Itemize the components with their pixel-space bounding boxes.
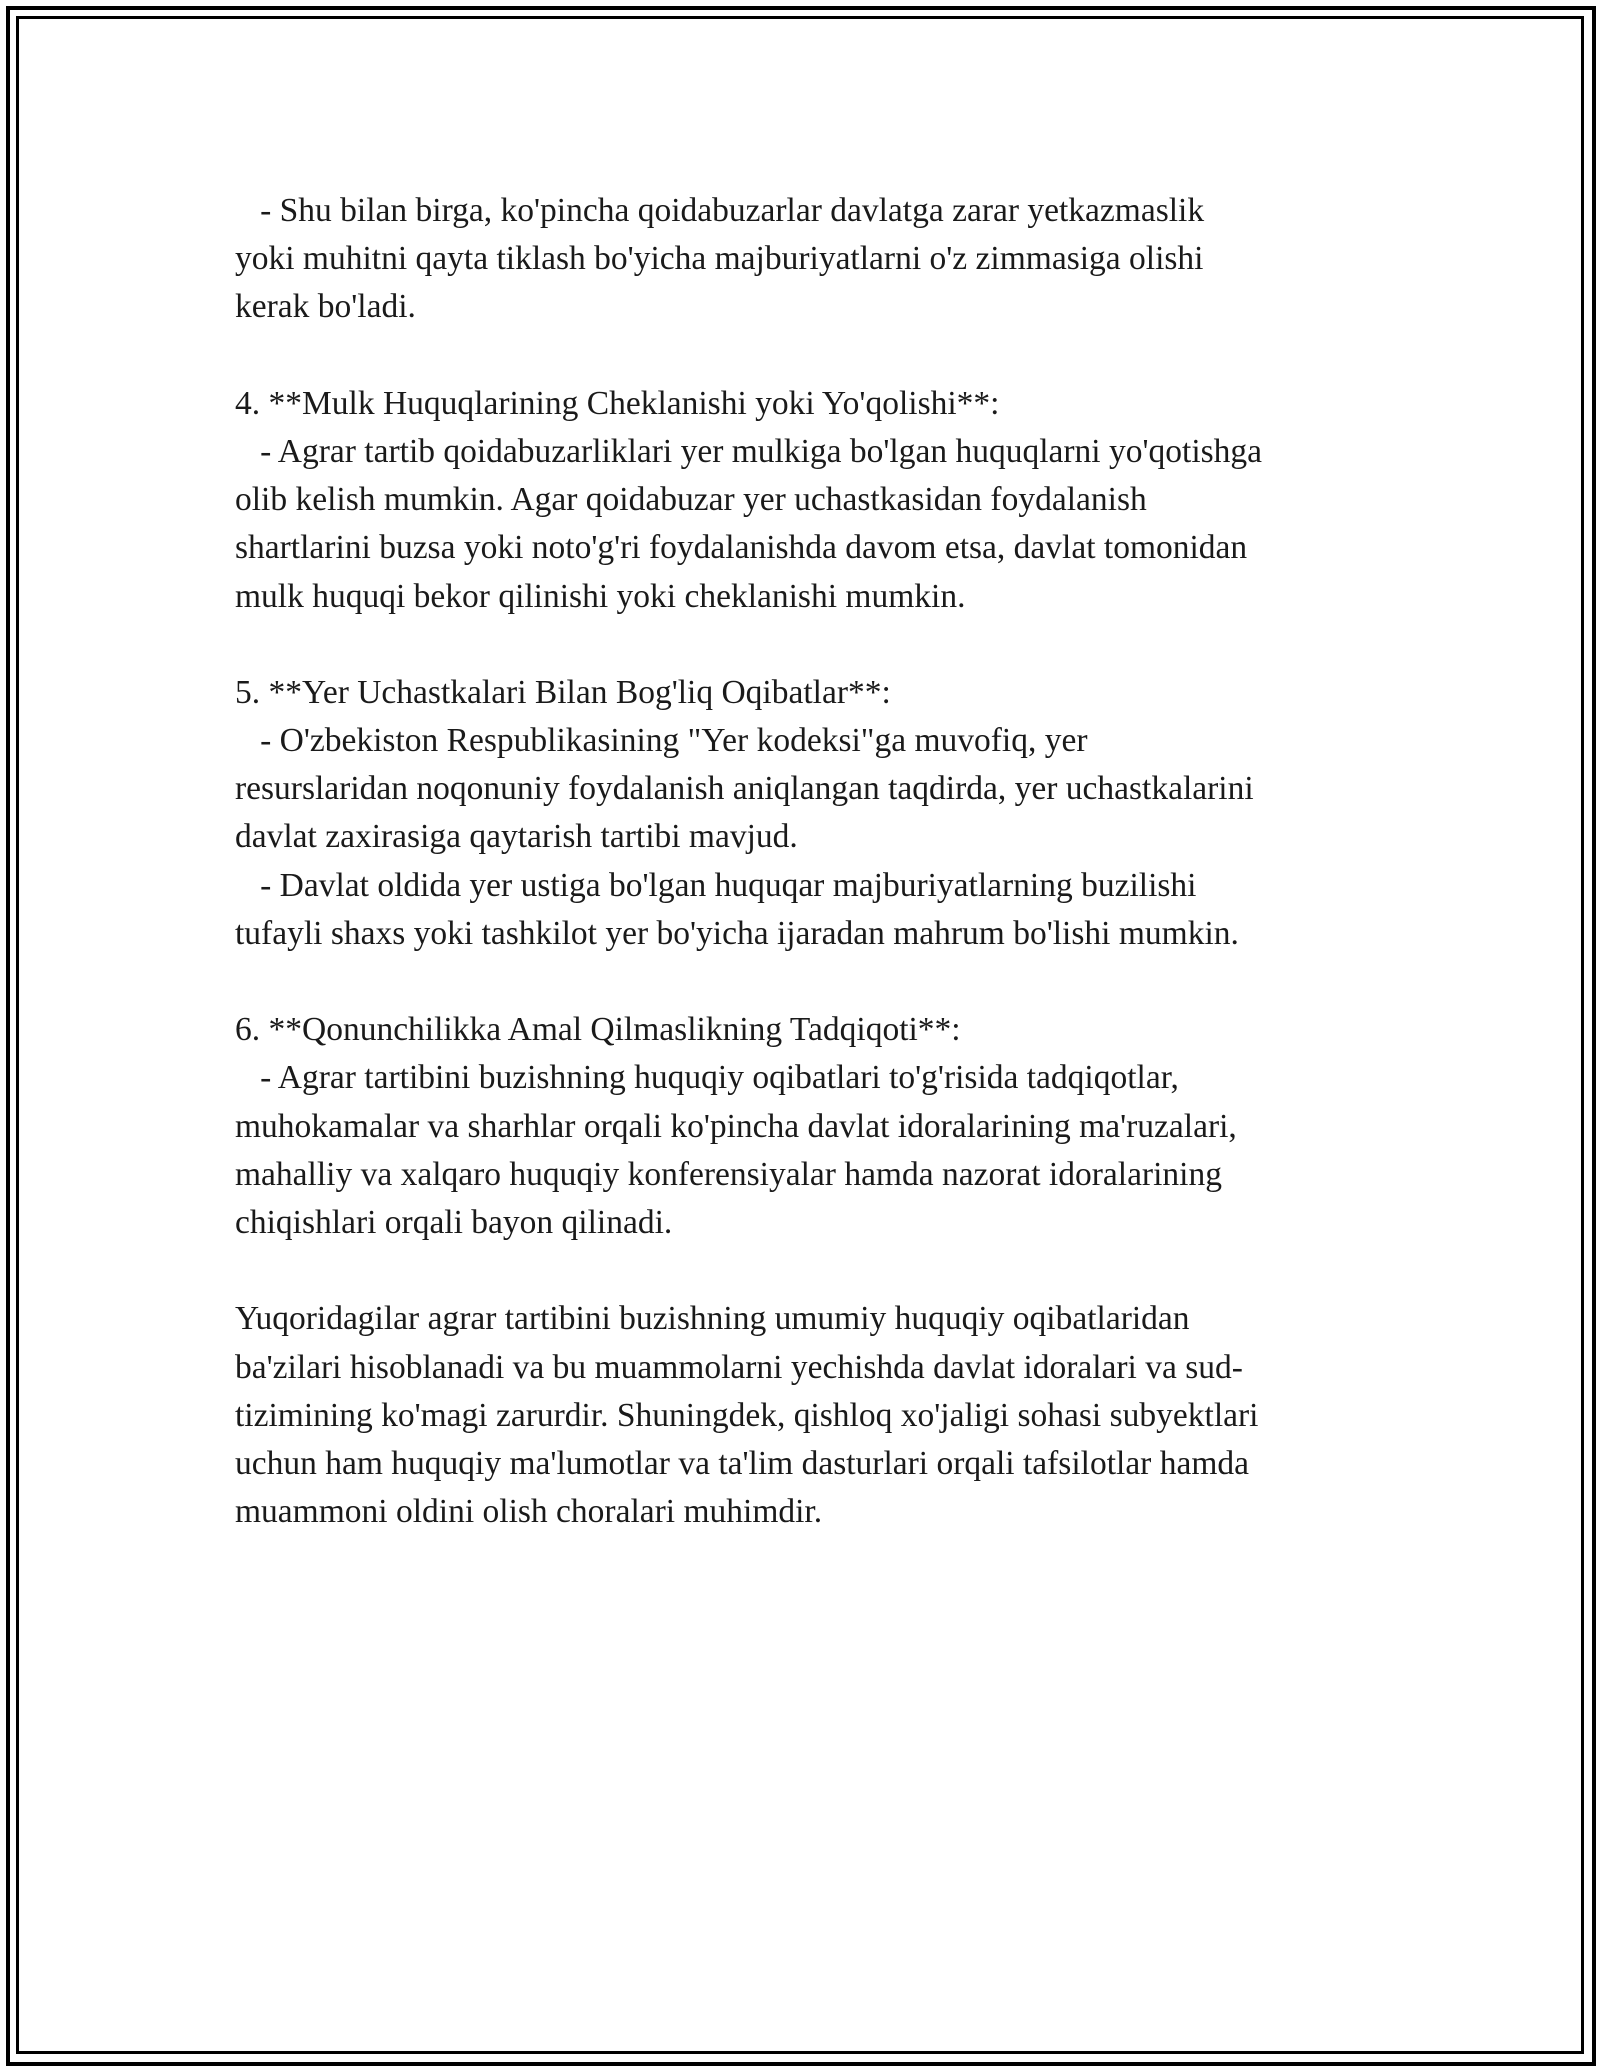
text-line: uchun ham huquqiy ma'lumotlar va ta'lim dasturlari orqali tafsilotlar hamda: [235, 1444, 1250, 1482]
text-line: resurslaridan noqonuniy foydalanish aniqlangan taqdirda, yer uchastkalarini: [235, 770, 1254, 808]
paragraph-spacer: [235, 332, 1395, 380]
text-line: mulk huquqi bekor qilinishi yoki cheklanishi mumkin.: [235, 577, 966, 615]
section-heading: 5. **Yer Uchastkalari Bilan Bog'liq Oqibatlar**:: [235, 673, 891, 711]
text-line: tufayli shaxs yoki tashkilot yer bo'yicha ijaradan mahrum bo'lishi mumkin.: [235, 914, 1239, 952]
text-line: tizimining ko'magi zarurdir. Shuningdek, qishloq xo'jaligi sohasi subyektlari: [235, 1396, 1259, 1434]
paragraph-spacer: [235, 621, 1395, 669]
section-5: [235, 669, 1395, 958]
section-4: [235, 380, 1395, 621]
text-line: ba'zilari hisoblanadi va bu muammolarni yechishda davlat idoralari va sud-: [235, 1348, 1243, 1386]
text-line: mahalliy va xalqaro huquqiy konferensiyalar hamda nazorat idoralarining: [235, 1155, 1222, 1193]
text-line: - Davlat oldida yer ustiga bo'lgan huquqar majburiyatlarning buzilishi: [235, 866, 1197, 904]
paragraph-spacer: [235, 958, 1395, 1006]
paragraph-spacer: [235, 1247, 1395, 1295]
section-heading: 4. **Mulk Huquqlarining Cheklanishi yoki Yo'qolishi**:: [235, 384, 1000, 422]
text-line: kerak bo'ladi.: [235, 288, 416, 326]
paragraph-continuation: [235, 187, 1395, 332]
text-line: davlat zaxirasiga qaytarish tartibi mavjud.: [235, 818, 798, 856]
text-line: muammoni oldini olish choralari muhimdir.: [235, 1493, 823, 1531]
text-line: chiqishlari orqali bayon qilinadi.: [235, 1203, 673, 1241]
text-line: shartlarini buzsa yoki noto'g'ri foydalanishda davom etsa, davlat tomonidan: [235, 529, 1248, 567]
text-line: olib kelish mumkin. Agar qoidabuzar yer uchastkasidan foydalanish: [235, 481, 1147, 519]
section-heading: 6. **Qonunchilikka Amal Qilmaslikning Tadqiqoti**:: [235, 1011, 961, 1049]
section-6: [235, 1006, 1395, 1247]
text-line: - O'zbekiston Respublikasining "Yer kodeksi"ga muvofiq, yer: [235, 722, 1088, 760]
text-line: - Shu bilan birga, ko'pincha qoidabuzarlar davlatga zarar yetkazmaslik: [235, 192, 1205, 229]
text-line: - Agrar tartib qoidabuzarliklari yer mulkiga bo'lgan huquqlarni yo'qotishga: [235, 432, 1263, 470]
text-line: yoki muhitni qayta tiklash bo'yicha majburiyatlarni o'z zimmasiga olishi: [235, 240, 1204, 278]
document-body: [235, 187, 1395, 1536]
text-line: Yuqoridagilar agrar tartibini buzishning umumiy huquqiy oqibatlaridan: [235, 1300, 1190, 1338]
conclusion-paragraph: [235, 1295, 1395, 1536]
text-line: muhokamalar va sharhlar orqali ko'pincha davlat idoralarining ma'ruzalari,: [235, 1107, 1237, 1145]
text-line: - Agrar tartibini buzishning huquqiy oqibatlari to'g'risida tadqiqotlar,: [235, 1059, 1179, 1097]
